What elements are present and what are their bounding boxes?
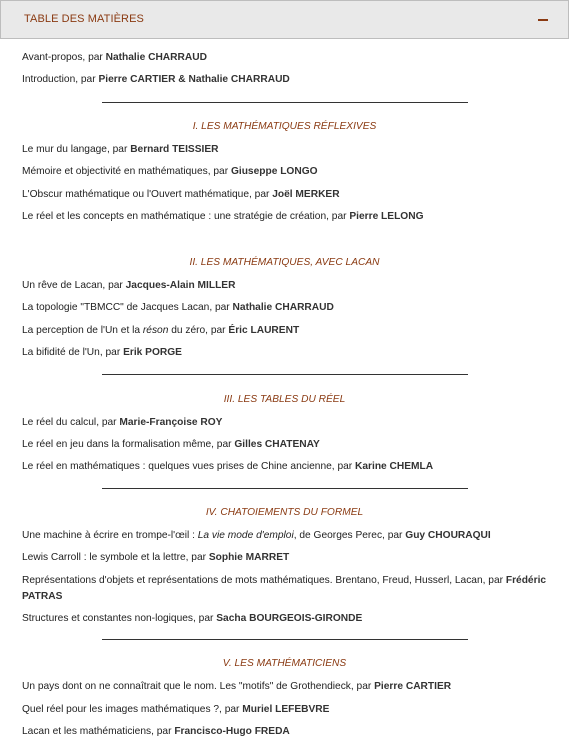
entry-author: Éric LAURENT <box>228 325 300 336</box>
toc-entry[interactable]: Le réel et les concepts en mathématique : une stratégie de création, par Pierre LELONG <box>22 211 424 222</box>
entry-author: Pierre CARTIER & Nathalie CHARRAUD <box>98 74 290 85</box>
entry-author: Gilles CHATENAY <box>234 439 320 450</box>
entry-author: Frédéric PATRAS <box>22 575 547 602</box>
toc-entry[interactable]: Le mur du langage, par Bernard TEISSIER <box>22 144 219 155</box>
entry-author: Erik PORGE <box>123 347 182 358</box>
entry-author: Marie-Françoise ROY <box>119 417 223 428</box>
toc-entry[interactable]: Quel réel pour les images mathématiques ?, par Muriel LEFEBVRE <box>22 704 330 715</box>
section-title: III. LES TABLES DU RÉEL <box>223 394 346 405</box>
entry-author: Muriel LEFEBVRE <box>242 704 330 715</box>
divider <box>102 374 468 375</box>
section-title: V. LES MATHÉMATICIENS <box>222 658 347 669</box>
divider <box>102 102 468 103</box>
entry-author: Nathalie CHARRAUD <box>232 302 334 313</box>
toc-entry[interactable]: Un pays dont on ne connaîtrait que le nom. Les "motifs" de Grothendieck, par Pierre CARTIER <box>22 681 452 692</box>
toc-entry[interactable]: Le réel du calcul, par Marie-Françoise ROY <box>22 417 223 428</box>
toc-entry[interactable]: Lewis Carroll : le symbole et la lettre, par Sophie MARRET <box>22 552 290 563</box>
toc-entry[interactable]: Le réel en jeu dans la formalisation même, par Gilles CHATENAY <box>22 439 320 450</box>
section-title: I. LES MATHÉMATIQUES RÉFLEXIVES <box>192 121 377 132</box>
toc-header[interactable] <box>0 0 569 39</box>
toc-entry[interactable]: Une machine à écrire en trompe-l'œil : La vie mode d'emploi, de Georges Perec, par Guy CHOURAQUI <box>22 530 491 541</box>
minus-icon[interactable] <box>538 19 548 21</box>
toc-entry[interactable]: Mémoire et objectivité en mathématiques, par Giuseppe LONGO <box>22 166 318 177</box>
toc-entry[interactable]: Lacan et les mathématiciens, par Francisco-Hugo FREDA <box>22 726 290 737</box>
divider <box>102 639 468 640</box>
entry-author: Giuseppe LONGO <box>230 166 318 177</box>
toc-entry[interactable]: La bifidité de l'Un, par Erik PORGE <box>22 347 182 358</box>
entry-author: Guy CHOURAQUI <box>405 530 491 541</box>
section-title: IV. CHATOIEMENTS DU FORMEL <box>205 507 364 518</box>
entry-author: Nathalie CHARRAUD <box>105 52 207 63</box>
toc-entry[interactable]: La perception de l'Un et la réson du zéro, par Éric LAURENT <box>22 325 300 336</box>
entry-author: Bernard TEISSIER <box>130 144 219 155</box>
entry-author: Sophie MARRET <box>208 552 290 563</box>
toc-entry[interactable]: Un rêve de Lacan, par Jacques-Alain MILLER <box>22 280 236 291</box>
entry-author: Pierre LELONG <box>349 211 424 222</box>
toc-entry[interactable]: Représentations d'objets et représentations de mots mathématiques. Brentano, Freud, Husserl, Lacan, par Frédéric PATRAS <box>22 575 547 602</box>
toc-entry[interactable]: Introduction, par Pierre CARTIER & Nathalie CHARRAUD <box>22 74 290 85</box>
entry-author: Karine CHEMLA <box>355 461 434 472</box>
toc-entry[interactable]: Structures et constantes non-logiques, par Sacha BOURGEOIS-GIRONDE <box>22 613 363 624</box>
entry-author: Joël MERKER <box>272 189 340 200</box>
toc-title: TABLE DES MATIÈRES <box>24 13 144 25</box>
entry-author: Sacha BOURGEOIS-GIRONDE <box>216 613 363 624</box>
section-title: II. LES MATHÉMATIQUES, AVEC LACAN <box>189 257 380 268</box>
toc-entry[interactable]: Le réel en mathématiques : quelques vues prises de Chine ancienne, par Karine CHEMLA <box>22 461 434 472</box>
divider <box>102 488 468 489</box>
toc-entry[interactable]: Avant-propos, par Nathalie CHARRAUD <box>22 52 207 63</box>
entry-author: Francisco-Hugo FREDA <box>174 726 290 737</box>
entry-author: Pierre CARTIER <box>374 681 452 692</box>
toc-entry[interactable]: La topologie "TBMCC" de Jacques Lacan, par Nathalie CHARRAUD <box>22 302 334 313</box>
entry-author: Jacques-Alain MILLER <box>125 280 236 291</box>
toc-entry[interactable]: L'Obscur mathématique ou l'Ouvert mathématique, par Joël MERKER <box>22 189 340 200</box>
